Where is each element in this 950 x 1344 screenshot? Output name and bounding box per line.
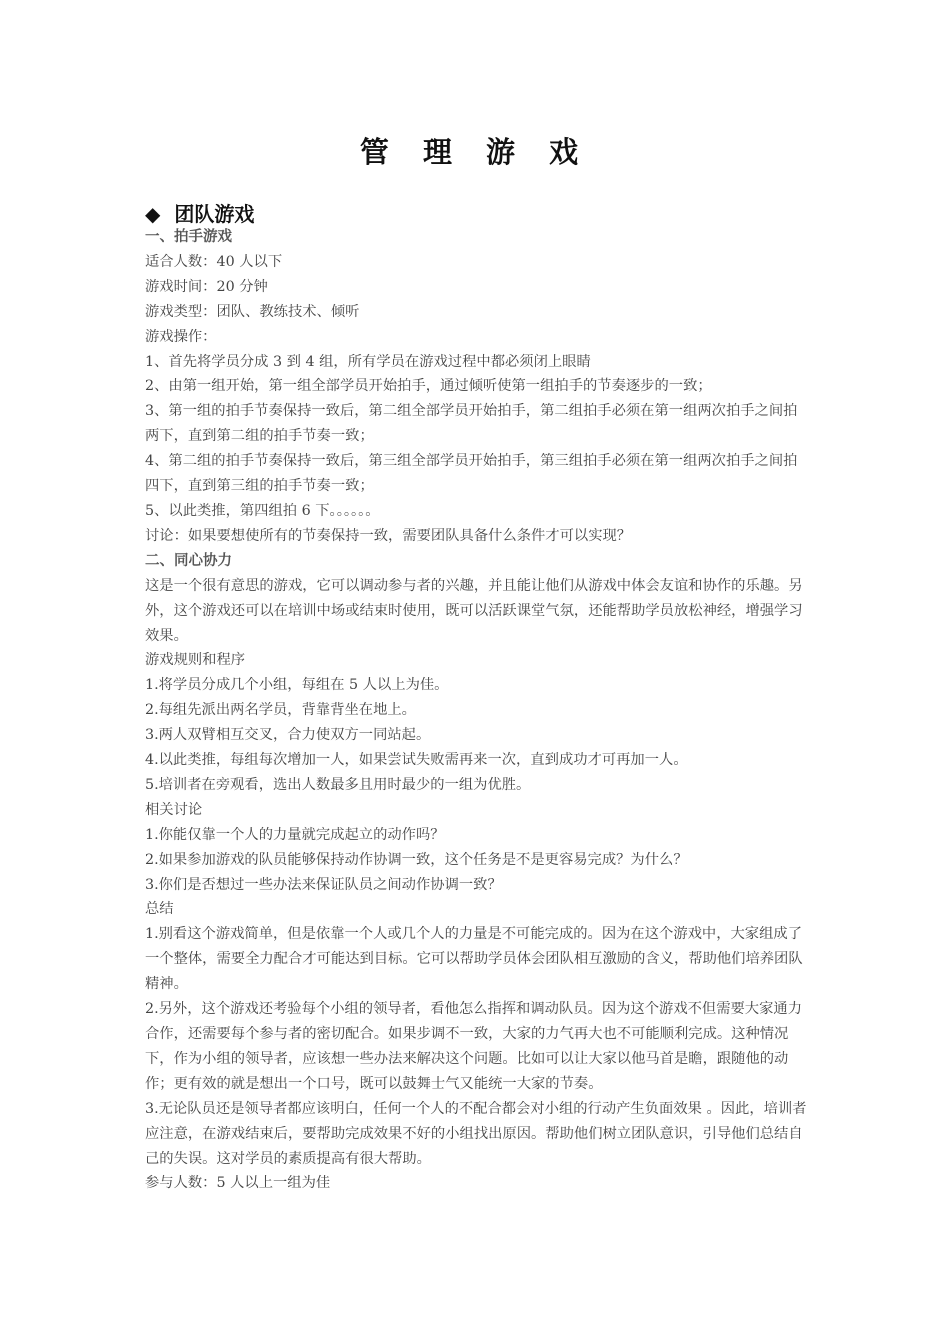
- game1-line: 5、以此类推，第四组拍 6 下。。。。。。: [145, 502, 380, 519]
- game2-line: 2.如果参加游戏的队员能够保持动作协调一致，这个任务是不是更容易完成？为什么？: [145, 851, 688, 868]
- game2-line: 1.你能仅靠一个人的力量就完成起立的动作吗？: [145, 826, 445, 843]
- game2-line: 相关讨论: [145, 801, 203, 818]
- section-label: 团队游戏: [174, 202, 255, 226]
- game1-line: 讨论：如果要想使所有的节奏保持一致，需要团队具备什么条件才可以实现？: [145, 527, 632, 544]
- section-heading: [145, 198, 254, 227]
- game2-line: 5.培训者在旁观看，选出人数最多且用时最少的一组为优胜。: [145, 776, 531, 793]
- game2-line: 1.将学员分成几个小组，每组在 5 人以上为佳。: [145, 677, 449, 694]
- diamond-bullet-icon: ◆: [145, 202, 161, 226]
- game1-line: 4、第二组的拍手节奏保持一致后，第三组全部学员开始拍手，第三组拍手必须在第一组两次拍手之间拍四下，直到第三组的拍手节奏一致；: [145, 453, 798, 495]
- game1-heading: 一、拍手游戏: [145, 229, 232, 245]
- game1-line: 游戏类型：团队、教练技术、倾听: [145, 303, 360, 320]
- game2-line: 游戏规则和程序: [145, 652, 246, 669]
- game2-line: 总结: [145, 901, 174, 918]
- game2-line: 1.别看这个游戏简单，但是依靠一个人或几个人的力量是不可能完成的。因为在这个游戏中，大家组成了一个整体，需要全力配合才可能达到目标。它可以帮助学员体会团队相互激励的含义，帮助他们培养团队精神。: [145, 926, 803, 993]
- game1-line: 适合人数：40 人以下: [145, 253, 283, 270]
- game2-line: 参与人数：5 人以上一组为佳: [145, 1175, 331, 1192]
- game2-line: 3.两人双臂相互交叉，合力使双方一同站起。: [145, 727, 431, 744]
- game1-line: 3、第一组的拍手节奏保持一致后，第二组全部学员开始拍手，第二组拍手必须在第一组两次拍手之间拍两下，直到第二组的拍手节奏一致；: [145, 403, 798, 445]
- game2-heading: 二、同心协力: [145, 552, 232, 569]
- game2-line: 2.另外，这个游戏还考验每个小组的领导者，看他怎么指挥和调动队员。因为这个游戏不但需要大家通力合作，还需要每个参与者的密切配合。如果步调不一致，大家的力气再大也不可能顺利完成。这种情况下，作为小组的领导者，应该想一些办法来解决这个问题。比如可以让大家以他马首是瞻，跟随他的动作；更有效的就是想出一个口号，既可以鼓舞士气又能统一大家的节奏。: [145, 1001, 802, 1092]
- game2-line: 这是一个很有意思的游戏，它可以调动参与者的兴趣，并且能让他们从游戏中体会友谊和协作的乐趣。另外，这个游戏还可以在培训中场或结束时使用，既可以活跃课堂气氛，还能帮助学员放松神经，增强学习效果。: [145, 577, 803, 644]
- game2-line: 3.你们是否想过一些办法来保证队员之间动作协调一致？: [145, 876, 502, 893]
- page-title: 管 理 游 戏: [359, 135, 591, 169]
- game1-line: 游戏操作：: [145, 328, 217, 345]
- game2-line: 3.无论队员还是领导者都应该明白，任何一个人的不配合都会对小组的行动产生负面效果 。因此，培训者应注意，在游戏结束后，要帮助完成效果不好的小组找出原因。帮助他们树立团队意识，引导他们总结自己的失误。这对学员的素质提高有很大帮助。: [145, 1100, 807, 1167]
- game1-line: 游戏时间：20 分钟: [145, 278, 268, 295]
- document-body: [145, 225, 810, 1196]
- game2-line: 4.以此类推，每组每次增加一人，如果尝试失败需再来一次，直到成功才可再加一人。: [145, 752, 688, 769]
- game1-line: 1、首先将学员分成 3 到 4 组，所有学员在游戏过程中都必须闭上眼睛: [145, 353, 591, 370]
- game1-line: 2、由第一组开始，第一组全部学员开始拍手，通过倾听使第一组拍手的节奏逐步的一致；: [145, 378, 712, 395]
- game2-line: 2.每组先派出两名学员，背靠背坐在地上。: [145, 702, 416, 719]
